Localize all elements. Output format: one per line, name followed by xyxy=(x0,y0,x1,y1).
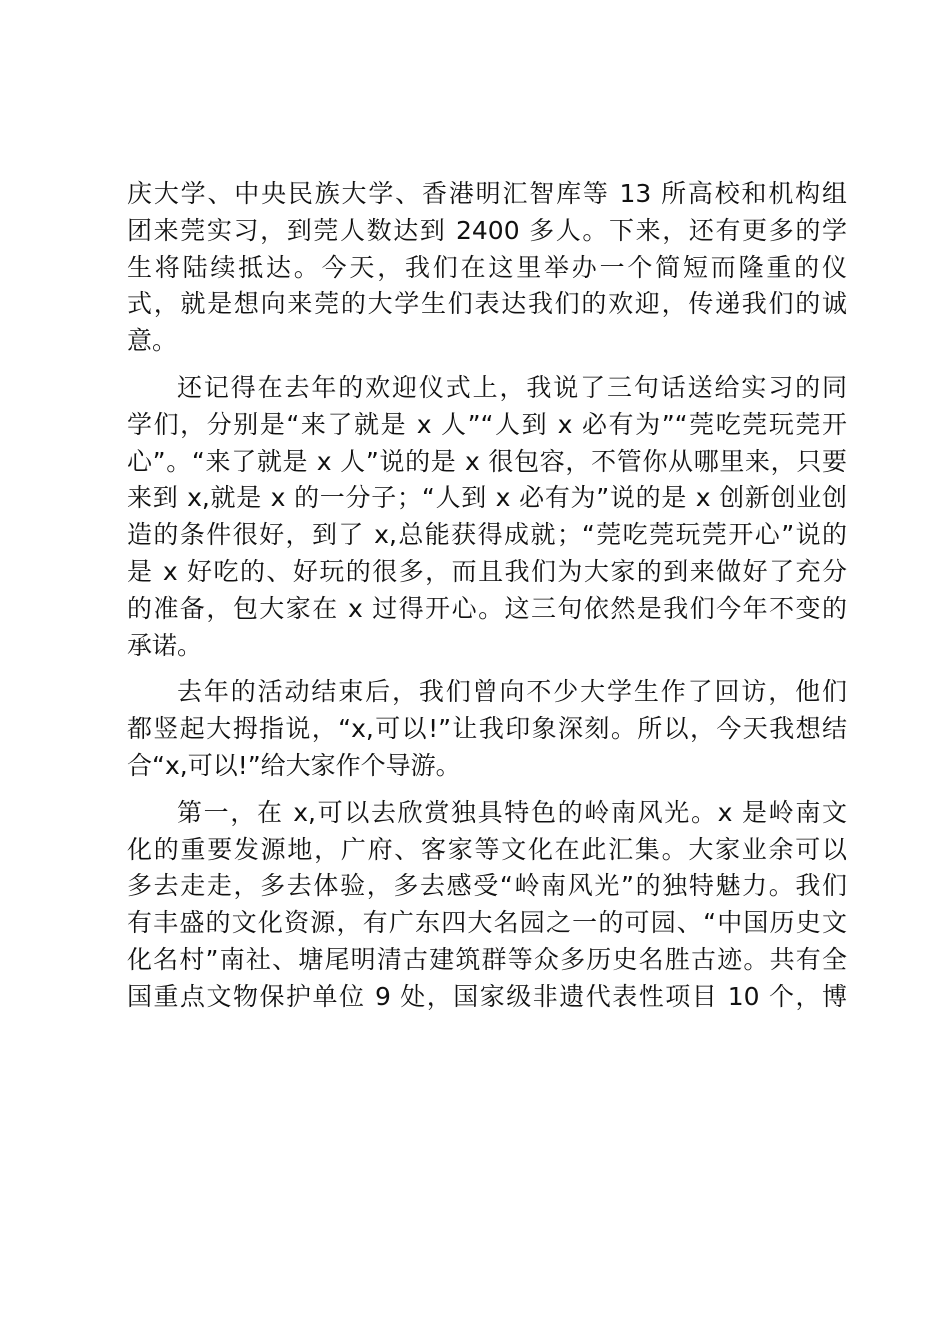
text-line: 合“x,可以!”给大家作个导游。 xyxy=(127,750,461,780)
text-line: 生将陆续抵达。今天，我们在这里举办一个简短而隆重的仪 xyxy=(127,252,847,282)
text-line: 式，就是想向来莞的大学生们表达我们的欢迎，传递我们的诚 xyxy=(127,289,847,319)
text-line: 有丰盛的文化资源，有广东四大名园之一的可园、“中国历史文 xyxy=(127,908,847,938)
text-line: 意。 xyxy=(127,326,178,356)
body-text xyxy=(127,176,847,1016)
text-line: 学们，分别是“来了就是 x 人”“人到 x 必有为”“莞吃莞玩莞开 xyxy=(127,409,847,439)
text-line: 庆大学、中央民族大学、香港明汇智库等 13 所高校和机构组 xyxy=(127,179,847,208)
text-line: 造的条件很好，到了 x,总能获得成就；“莞吃莞玩莞开心”说的 xyxy=(127,520,847,550)
text-line: 的准备，包大家在 x 过得开心。这三句依然是我们今年不变的 xyxy=(127,593,847,623)
text-line: 团来莞实习，到莞人数达到 2400 多人。下来，还有更多的学 xyxy=(127,215,847,245)
text-line: 是 x 好吃的、好玩的很多，而且我们为大家的到来做好了充分 xyxy=(127,556,847,586)
text-line: 来到 x,就是 x 的一分子；“人到 x 必有为”说的是 x 创新创业创 xyxy=(127,483,847,513)
text-line: 第一，在 x,可以去欣赏独具特色的岭南风光。x 是岭南文 xyxy=(177,797,847,827)
text-line: 承诺。 xyxy=(127,630,203,660)
text-line: 化名村”南社、塘尾明清古建筑群等众多历史名胜古迹。共有全 xyxy=(127,944,847,974)
text-line: 多去走走，多去体验，多去感受“岭南风光”的独特魅力。我们 xyxy=(127,871,847,901)
text-line: 都竖起大拇指说，“x,可以!”让我印象深刻。所以，今天我想结 xyxy=(127,714,847,744)
text-line: 去年的活动结束后，我们曾向不少大学生作了回访，他们 xyxy=(177,677,847,707)
text-line: 还记得在去年的欢迎仪式上，我说了三句话送给实习的同 xyxy=(177,372,847,402)
text-line: 心”。“来了就是 x 人”说的是 x 很包容，不管你从哪里来，只要 xyxy=(127,446,847,476)
text-line: 化的重要发源地，广府、客家等文化在此汇集。大家业余可以 xyxy=(127,834,847,864)
text-line: 国重点文物保护单位 9 处，国家级非遗代表性项目 10 个，博 xyxy=(127,981,847,1011)
